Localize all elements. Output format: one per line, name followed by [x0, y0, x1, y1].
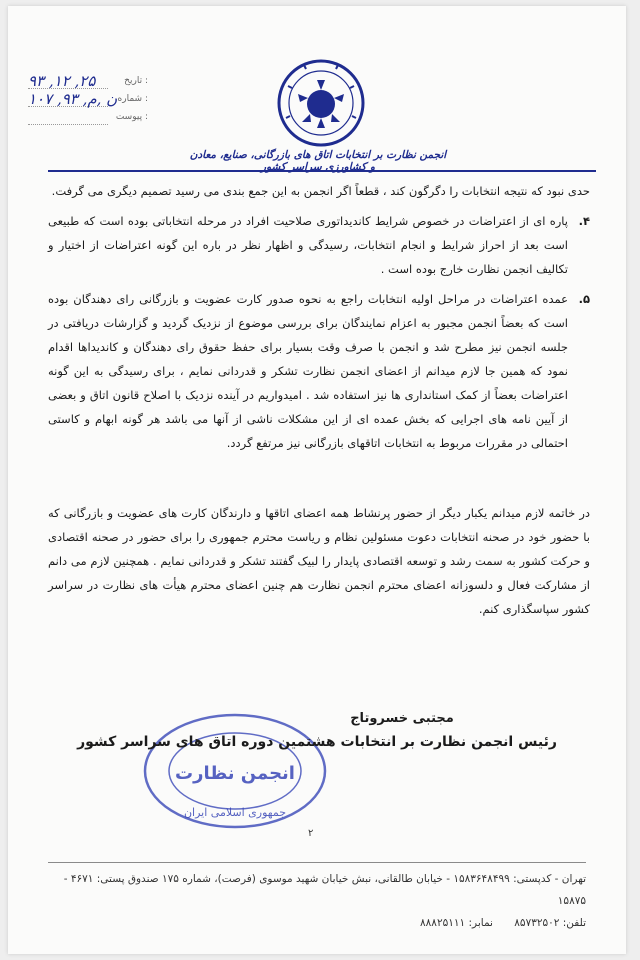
page-number: ۲ — [308, 828, 314, 839]
date-line — [28, 88, 108, 89]
list-item — [48, 209, 590, 281]
attachment-label: پیوست : — [115, 112, 148, 122]
chamber-logo-icon — [276, 58, 366, 148]
stamp-bottom-text: جمهوری اسلامی ایران — [183, 806, 287, 819]
attachment-row — [28, 108, 148, 126]
number-row — [28, 90, 148, 108]
date-label: تاریخ : — [124, 76, 148, 86]
letter-sheet — [8, 6, 626, 954]
footer-contact — [48, 912, 586, 934]
number-line — [28, 106, 108, 107]
list-item — [48, 287, 590, 455]
footer-fax: نمابر: ۸۸۸۲۵۱۱۱ — [420, 917, 493, 929]
item-number: ۵. — [578, 292, 590, 306]
closing-paragraph: در خاتمه لازم میدانم یکبار دیگر از حضور پرنشاط همه اعضای اتاقها و دارندگان کارت های عضویت و بازرگانی که با حضور خود در صحنه انتخابات دعوت مسئولین نظام و ریاست محترم جمهوری را برای حضور در صحنه اقتصادی و حرکت کشور به سمت رشد و توسعه اقتصادی پایدار را لبیک گفتند تشکر و قدردانی نمایم . همچنین لازم می دانم از مشارکت فعال و دلسوزانه اعضای محترم انجمن نظارت هم چنین اعضای محترم هیأت های نظارت در سراسر کشور سپاسگذاری کنم. — [48, 506, 590, 616]
date-row — [28, 72, 148, 90]
continuation-paragraph: حدی نبود که نتیجه انتخابات را دگرگون کند ، قطعاً اگر انجمن به این جمع بندی می رسید تصمیم دیگری می گرفت. — [51, 184, 590, 198]
number-value: ۱۰۷ ,۹۳ ,ن ,م — [28, 90, 118, 108]
signer-title: رئیس انجمن نظارت بر انتخابات هشتمین دوره اتاق های سراسر کشور — [77, 734, 557, 750]
item-text: عمده اعتراضات در مراحل اولیه انتخابات راجع به نحوه صدور کارت عضویت و بازرگانی رای دهندگان بوده است که بعضاً انجمن مجبور به اعزام نمایندگان برای بررسی موضوع از نزدیک گردید و گزارشات دریافتی در جلسه انجمن نیز مطرح شد و انجمن با صرف وقت بسیار برای حفظ حقوق رای دهندگان و کاندیداها اقدام نمود که همین جا لازم میدانم از اعضای انجمن نظارت تشکر و قدردانی نمایم ، برای رسیدگی به این گونه اعتراضات بعضاً از کمک استانداری ها نیز استفاده شد . امیدواریم در آینده نزدیک با اصلاح قانون اتاق و بعضی از آیین نامه های اجرایی که بخش عمده ای از این مشکلات ناشی از آنها می باشد هر گونه ابهام و کاستی احتمالی در مقررات مربوط به انتخابات اتاقهای بازرگانی نیز مرتفع گردد. — [48, 292, 568, 450]
number-label: شماره : — [117, 94, 148, 104]
item-number: ۴. — [578, 214, 590, 228]
date-value: ۹۳ ,۱۲ ,۲۵ — [28, 72, 96, 90]
letter-meta — [28, 72, 148, 126]
stamp-center-text: انجمن نظارت — [175, 763, 295, 784]
org-title: انجمن نظارت بر انتخابات اتاق های بازرگانی، صنایع، معادن و کشاورزی سراسر کشور — [189, 149, 447, 173]
header-divider — [48, 170, 596, 172]
footer-divider — [48, 862, 586, 863]
signature-block — [48, 711, 586, 750]
letter-body — [48, 179, 590, 621]
signer-name: مجتبی خسروتاج — [350, 711, 454, 726]
footer-phone: تلفن: ۸۵۷۳۲۵۰۲ — [514, 917, 586, 929]
attachment-line — [28, 124, 108, 125]
letter-footer — [48, 868, 586, 934]
item-text: پاره ای از اعتراضات در خصوص شرایط کاندیداتوری صلاحیت افراد در مرحله انتخاباتی بوده است که طبیعی است بعد از احراز شرایط و انجام انتخابات، رسیدگی و اظهار نظر در باره این گونه اعتراضات از اختیار و تکالیف انجمن نظارت خارج بوده است . — [48, 214, 568, 276]
footer-address: تهران - کدپستی: ۱۵۸۳۶۴۸۴۹۹ - خیابان طالقانی، نبش خیابان شهید موسوی (فرصت)، شماره ۱۷۵ صندوق پستی: ۴۶۷۱ - ۱۵۸۷۵ — [63, 873, 586, 907]
